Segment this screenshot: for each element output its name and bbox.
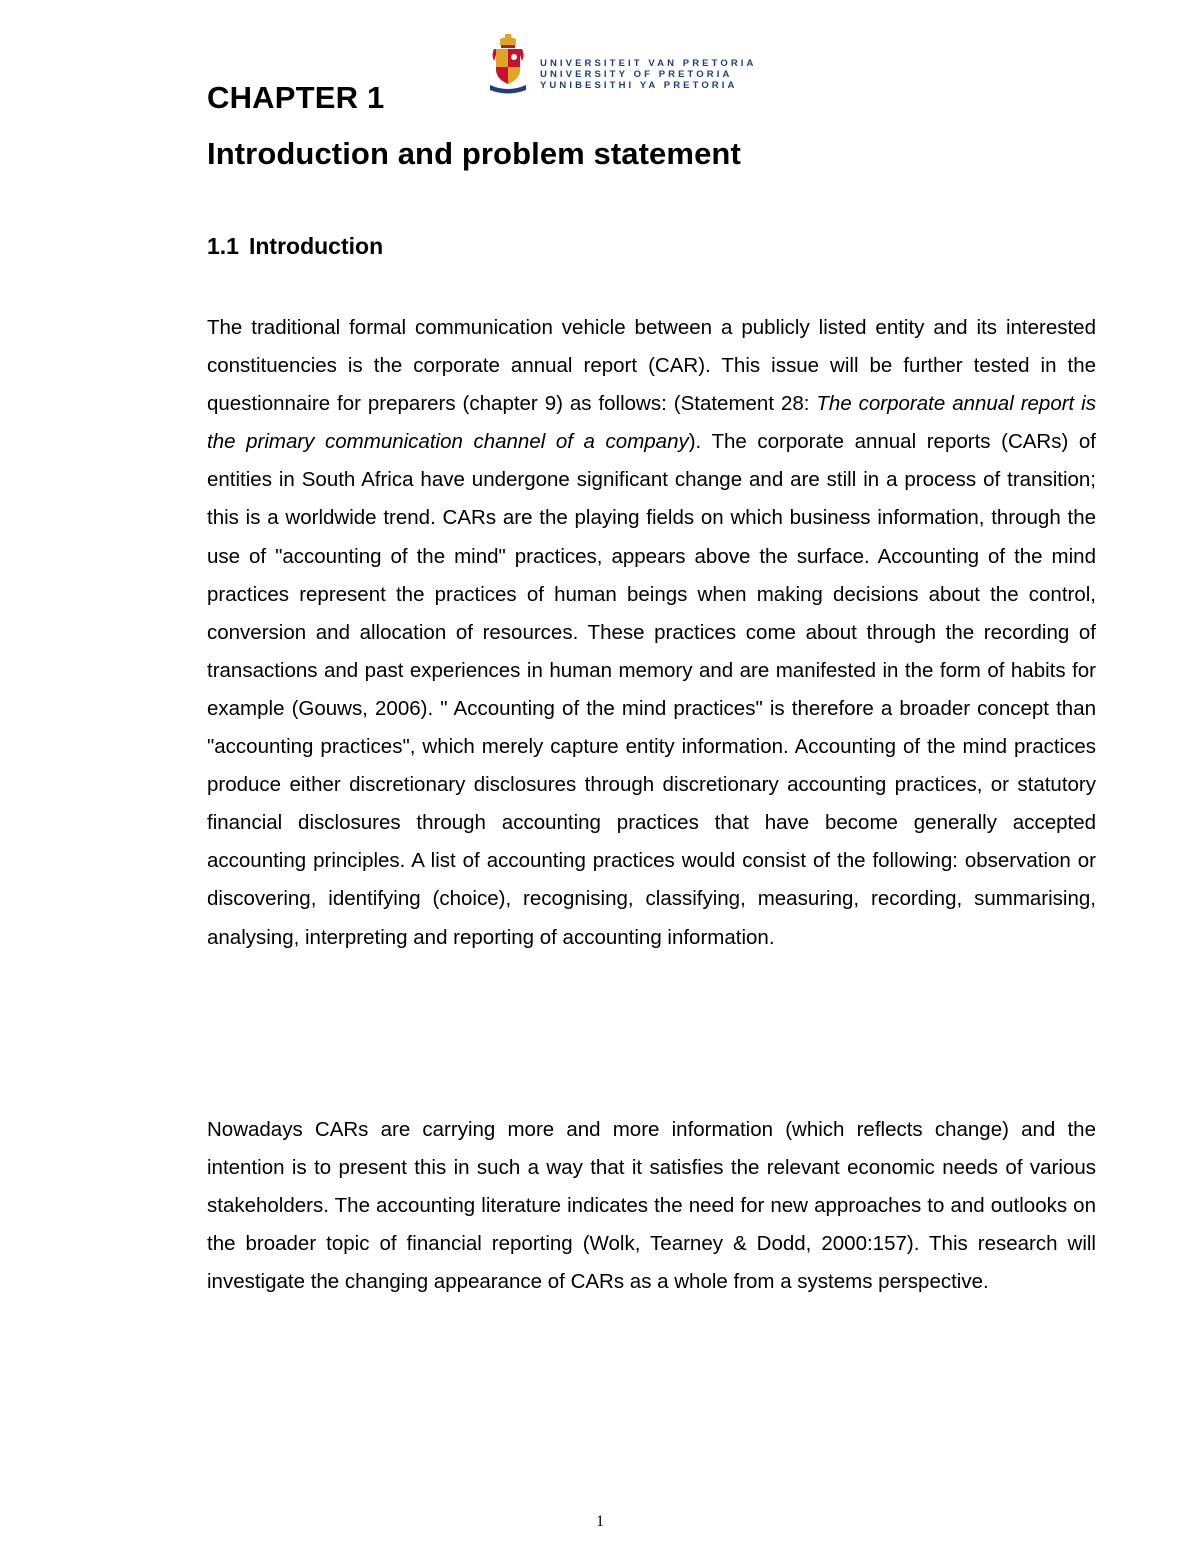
introduction-paragraph-1: [207, 309, 1096, 957]
statement-28-quote: The corporate annual report is the primary communication channel of a company: [207, 392, 1096, 454]
university-name-sepedi: YUNIBESITHI YA PRETORIA: [540, 80, 738, 91]
section-heading: [207, 233, 383, 260]
chapter-title: Introduction and problem statement: [207, 136, 741, 171]
university-logo: [488, 33, 757, 99]
page-number: 1: [596, 1513, 604, 1530]
chapter-label: CHAPTER 1: [207, 80, 385, 115]
university-crest-icon: [488, 33, 528, 95]
introduction-paragraph-2: Nowadays CARs are carrying more and more information (which reflects change) and the intention is to present this in such a way that it satisfies the relevant economic needs of various stakeholders. The accounting literature indicates the need for new approaches to and outlooks on the broader topic of financial reporting (Wolk, Tearney & Dodd, 2000:157). This research will investigate the changing appearance of CARs as a whole from a systems perspective.: [207, 1118, 1096, 1294]
paragraph-1-text-start: The traditional formal communication vehicle between a publicly listed entity and its interested constituencies is the corporate annual report (CAR). This issue will be further tested in the questionnaire for preparers (chapter 9) as follows: (Statement 28:: [207, 316, 1096, 416]
section-title: Introduction: [248, 233, 384, 259]
university-name-lines: [540, 58, 757, 91]
section-number: 1.1: [207, 233, 239, 259]
university-name-afrikaans: UNIVERSITEIT VAN PRETORIA: [540, 58, 757, 69]
university-name-english: UNIVERSITY OF PRETORIA: [540, 69, 733, 80]
paragraph-1-text-end: ). The corporate annual reports (CARs) of entities in South Africa have undergone significant change and are still in a process of transition; this is a worldwide trend. CARs are the playing fields on which business information, through the use of "accounting of the mind" practices, appears above the surface. Accounting of the mind practices represent the practices of human beings when making decisions about the control, conversion and allocation of resources. These practices come about through the recording of transactions and past experiences in human memory and are manifested in the form of habits for example (Gouws, 2006). " Accounting of the mind practices" is therefore a broader concept than "accounting practices", which merely capture entity information. Accounting of the mind practices produce either discretionary disclosures through discretionary accounting practices, or statutory financial disclosures through accounting practices that have become generally accepted accounting principles. A list of accounting practices would consist of the following: observation or discovering, identifying (choice), recognising, classifying, measuring, recording, summarising, analysing, interpreting and reporting of accounting information.: [207, 430, 1096, 949]
